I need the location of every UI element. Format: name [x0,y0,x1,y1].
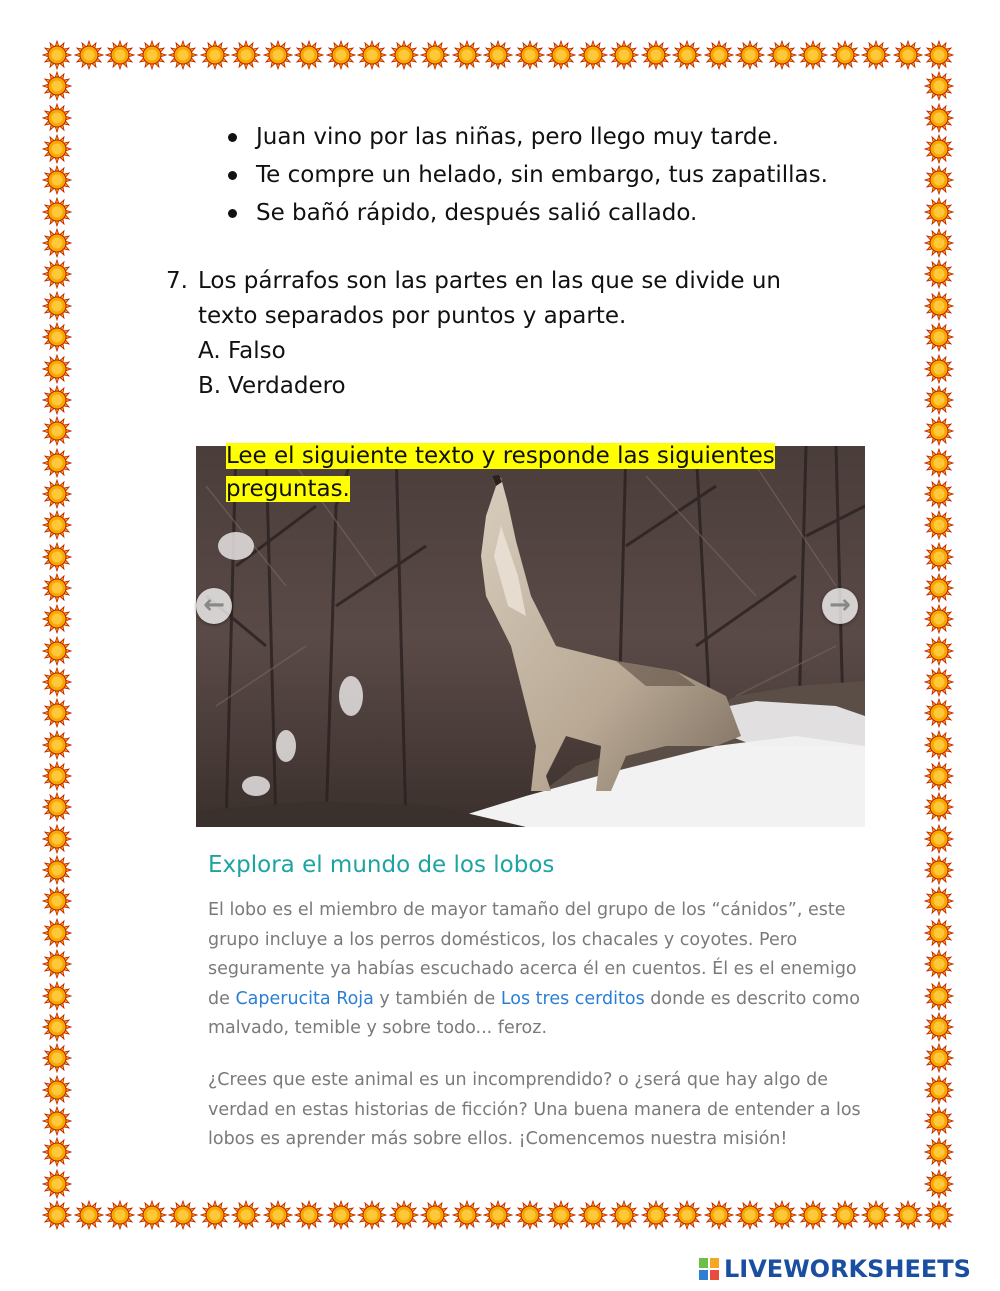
option-a[interactable] [198,334,286,369]
sun-icon [924,855,954,885]
sun-icon [74,1200,104,1230]
sun-icon [42,730,72,760]
sun-icon [609,1200,639,1230]
sun-icon [861,40,891,70]
bullet-item: Te compre un helado, sin embargo, tus zapatillas. [218,156,828,194]
sun-icon [42,134,72,164]
sun-icon [515,40,545,70]
sun-icon [924,886,954,916]
sun-icon [483,40,513,70]
sun-icon [641,40,671,70]
sun-icon [798,40,828,70]
sun-icon [924,416,954,446]
sun-icon [42,416,72,446]
sun-icon [42,1169,72,1199]
question-number: 7. [166,268,188,294]
sun-icon [420,40,450,70]
sun-icon [641,1200,671,1230]
option-text: Verdadero [228,373,346,399]
sun-icon [42,40,72,70]
sun-icon [924,761,954,791]
sun-icon [263,40,293,70]
sun-icon [42,1106,72,1136]
sun-icon [704,1200,734,1230]
sun-icon [168,40,198,70]
sun-icon [893,40,923,70]
sun-icon [578,40,608,70]
sun-icon [294,1200,324,1230]
sun-icon [42,322,72,352]
sun-icon [924,698,954,728]
bullet-item: Juan vino por las niñas, pero llego muy tarde. [218,118,828,156]
sun-icon [42,1200,72,1230]
sun-icon [924,1075,954,1105]
option-b[interactable] [198,369,346,404]
sun-icon [42,918,72,948]
sun-icon [924,1169,954,1199]
sun-icon [546,40,576,70]
sun-icon [42,448,72,478]
sun-icon [924,385,954,415]
sun-icon [42,667,72,697]
sun-icon [42,886,72,916]
sun-icon [42,291,72,321]
sun-icon [830,40,860,70]
sun-icon [42,824,72,854]
sun-icon [42,636,72,666]
sun-icon [357,1200,387,1230]
prev-arrow-icon[interactable]: ← [196,588,232,624]
sun-icon [704,40,734,70]
sun-icon [42,103,72,133]
sun-icon [42,385,72,415]
option-letter: A. [198,338,221,364]
sun-icon [924,981,954,1011]
sun-icon [924,510,954,540]
sun-icon [924,228,954,258]
logo-blocks-icon [698,1257,720,1281]
sun-icon [767,1200,797,1230]
sun-icon [168,1200,198,1230]
sun-icon [609,40,639,70]
sun-icon [42,354,72,384]
sun-icon [42,949,72,979]
sun-icon [231,40,261,70]
sun-icon [42,510,72,540]
sun-icon [42,197,72,227]
sun-icon [42,604,72,634]
sun-icon [294,40,324,70]
sun-icon [924,354,954,384]
sun-icon [924,730,954,760]
sun-icon [924,1200,954,1230]
sun-icon [42,479,72,509]
article-paragraph-1: El lobo es el miembro de mayor tamaño del grupo de los “cánidos”, este grupo incluye a los perros domésticos, los chacales y coyotes. Pero seguramente ya habías escuchado acerca él en cuentos. Él es el enemigo de Caperucita Roja y también de Los tres cerditos donde es descrito como malvado, temible y sobre todo... feroz. [208,900,860,1039]
sun-icon [452,40,482,70]
sun-icon [263,1200,293,1230]
sun-icon [893,1200,923,1230]
sun-icon [42,855,72,885]
sun-icon [735,1200,765,1230]
sun-icon [137,1200,167,1230]
sun-icon [924,604,954,634]
sun-icon [830,1200,860,1230]
sun-icon [42,165,72,195]
sun-icon [924,40,954,70]
option-letter: B. [198,373,222,399]
liveworksheets-logo [698,1254,971,1284]
bullet-list [218,118,828,232]
sun-icon [924,949,954,979]
sun-icon [42,573,72,603]
sun-icon [42,1043,72,1073]
sun-icon [735,40,765,70]
sun-icon [924,1106,954,1136]
sun-icon [578,1200,608,1230]
sun-icon [546,1200,576,1230]
sun-icon [924,259,954,289]
sun-icon [105,40,135,70]
bullet-item: Se bañó rápido, después salió callado. [218,194,828,232]
sun-icon [105,1200,135,1230]
sun-icon [515,1200,545,1230]
sun-icon [42,981,72,1011]
sun-icon [861,1200,891,1230]
sun-icon [924,134,954,164]
sun-icon [42,1075,72,1105]
sun-icon [924,1043,954,1073]
sun-icon [924,636,954,666]
link-caperucita-roja[interactable]: Caperucita Roja [235,988,374,1009]
sun-icon [924,448,954,478]
sun-icon [924,542,954,572]
sun-icon [42,228,72,258]
sun-icon [200,1200,230,1230]
question-stem: Los párrafos son las partes en las que se divide un texto separados por puntos y aparte. [198,268,781,329]
sun-icon [798,1200,828,1230]
sun-icon [42,542,72,572]
sun-icon [200,40,230,70]
sun-icon [924,197,954,227]
sun-icon [924,71,954,101]
sun-icon [924,479,954,509]
sun-icon [924,918,954,948]
sun-icon [326,40,356,70]
sun-icon [389,40,419,70]
sun-icon [231,1200,261,1230]
sun-icon [326,1200,356,1230]
article-paragraph-2: ¿Crees que este animal es un incomprendido? o ¿será que hay algo de verdad en estas historias de ficción? Una buena manera de entender a los lobos es aprender más sobre ellos. ¡Comencemos nuestra misión! [208,1070,861,1150]
sun-icon [672,40,702,70]
sun-icon [42,71,72,101]
sun-icon [357,40,387,70]
sun-icon [767,40,797,70]
sun-icon [42,761,72,791]
sun-icon [42,1137,72,1167]
sun-icon [452,1200,482,1230]
sun-icon [924,573,954,603]
sun-icon [42,792,72,822]
sun-icon [924,667,954,697]
sun-icon [924,291,954,321]
sun-icon [924,792,954,822]
sun-icon [924,322,954,352]
brand-name: LIVEWORKSHEETS [724,1255,971,1283]
sun-icon [924,824,954,854]
sun-icon [42,1012,72,1042]
link-los-tres-cerditos[interactable]: Los tres cerditos [500,988,645,1009]
sun-icon [389,1200,419,1230]
sun-icon [420,1200,450,1230]
sun-icon [137,40,167,70]
sun-icon [42,698,72,728]
next-arrow-icon[interactable]: → [822,588,858,624]
sun-icon [672,1200,702,1230]
option-text: Falso [228,338,286,364]
sun-icon [74,40,104,70]
article-title: Explora el mundo de los lobos [208,852,555,878]
sun-icon [924,1012,954,1042]
sun-icon [924,165,954,195]
sun-icon [924,1137,954,1167]
sun-icon [924,103,954,133]
sun-icon [42,259,72,289]
instruction-heading: Lee el siguiente texto y responde las siguientes preguntas. [226,443,775,502]
sun-icon [483,1200,513,1230]
